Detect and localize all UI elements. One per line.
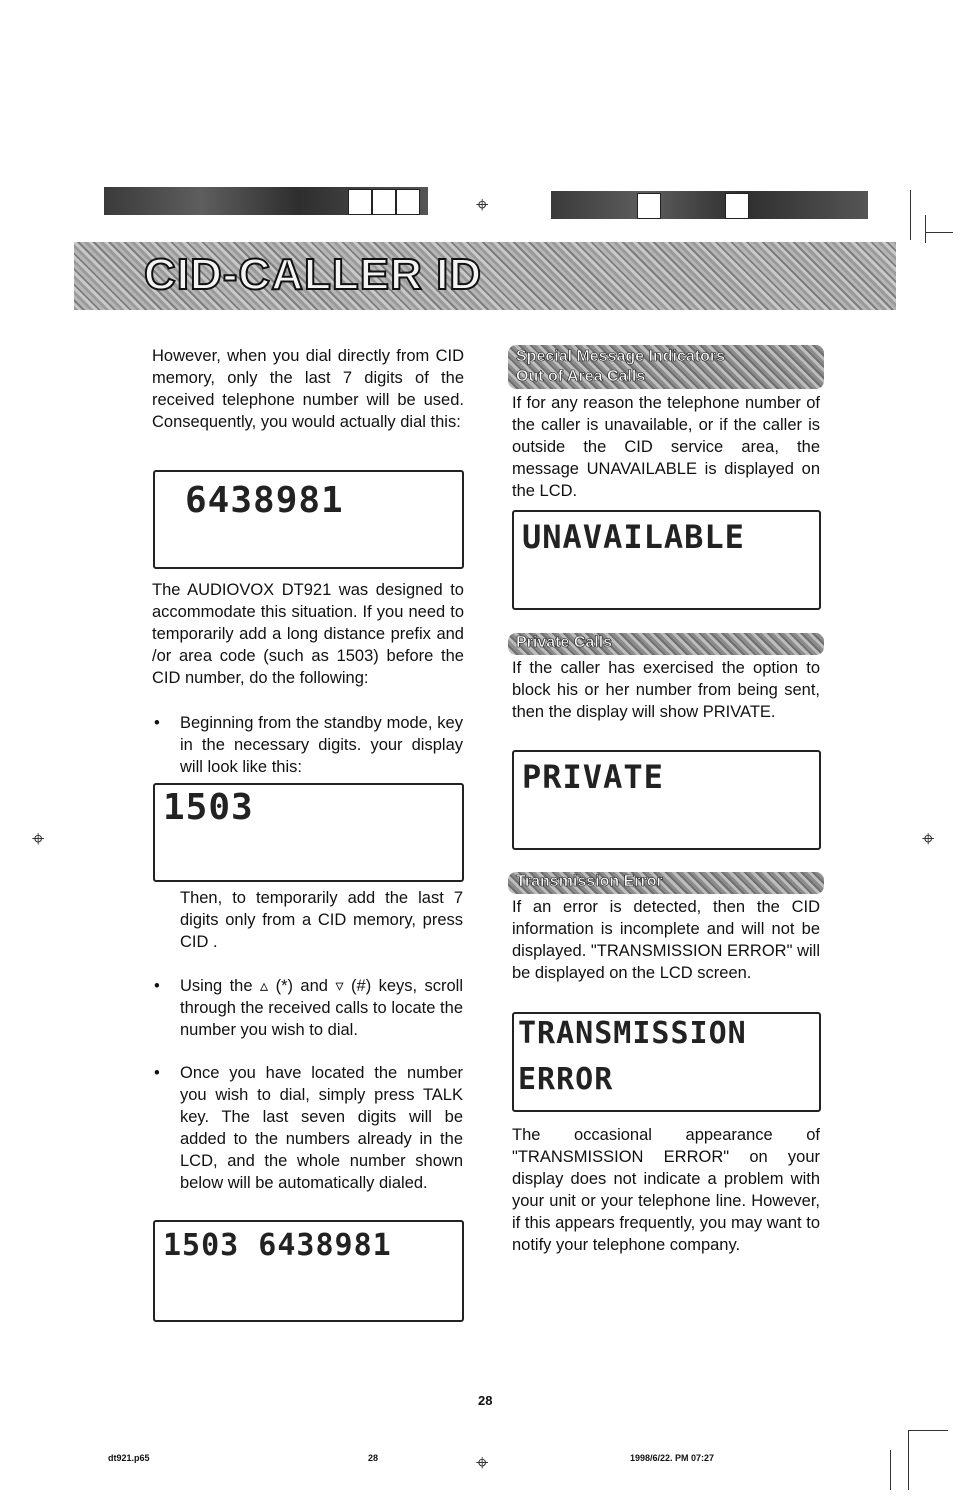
lcd-text-line2: ERROR [518, 1062, 614, 1097]
crosshair-icon: ⌖ [32, 826, 45, 851]
lcd-text: 1503 [163, 787, 254, 828]
bar-box [637, 193, 661, 219]
crosshair-icon: ⌖ [476, 1450, 489, 1475]
bullet-3-text: Once you have located the number you wish to dial, simply press TALK key. The last seven digits will be added to the numbers already in the LCD, and the whole number shown below will be automatically dialed. [180, 1064, 463, 1192]
closing-paragraph: The occasional appearance of "TRANSMISSION ERROR" on your display does not indicate a problem with your unit or your telephone line. However, if this appears frequently, you may want to notify your telephone company. [512, 1126, 820, 1254]
lcd-text: 1503 6438981 [163, 1228, 392, 1263]
bullet-1-text: Beginning from the standby mode, key in the necessary digits. your display will look like this: [180, 714, 463, 776]
bullet-2 [154, 975, 463, 1041]
lcd-text-line1: TRANSMISSION [518, 1016, 747, 1051]
bullet-1-continued: Then, to temporarily add the last 7 digits only from a CID memory, press CID . [180, 889, 463, 951]
section-2-text: If the caller has exercised the option to block his or her number from being sent, then the display will show PRIVATE. [512, 659, 820, 721]
lcd-display-6 [512, 1012, 821, 1112]
page-title: CID-CALLER ID [144, 250, 483, 299]
intro-paragraph: However, when you dial directly from CID memory, only the last 7 digits of the received telephone number will be used. Consequently, you would actually dial this: [152, 347, 464, 431]
crosshair-icon: ⌖ [476, 192, 489, 217]
lcd-text: 6438981 [185, 480, 344, 521]
bar-box [372, 189, 396, 215]
lcd-text: PRIVATE [522, 758, 664, 796]
bar-box [348, 189, 372, 215]
lcd-text: UNAVAILABLE [522, 518, 745, 556]
top-right-bar [551, 191, 868, 219]
bullet-marker: • [154, 977, 160, 995]
top-left-bar [104, 187, 428, 215]
lcd-display-1 [153, 470, 464, 569]
bar-box [396, 189, 420, 215]
bar-box [725, 193, 749, 219]
crop-mark [908, 1430, 909, 1490]
lcd-display-5 [512, 750, 821, 850]
section-1-text: If for any reason the telephone number of the caller is unavailable, or if the caller is outside the CID service area, the message UNAVAILABLE is displayed on the LCD. [512, 394, 820, 500]
lcd-display-2 [153, 783, 464, 882]
paragraph-2: The AUDIOVOX DT921 was designed to accommodate this situation. If you need to temporarily add a long distance prefix and /or area code (such as 1503) before the CID number, do the following: [152, 581, 464, 687]
bullet-3 [154, 1062, 463, 1194]
crop-mark [925, 232, 953, 233]
section-heading-private-calls: Private Calls [508, 633, 824, 655]
crop-mark [890, 1450, 891, 1490]
section-heading-transmission-error: Transmission Error [508, 872, 824, 894]
page-number: 28 [478, 1393, 493, 1408]
crop-mark [908, 1430, 948, 1431]
lcd-display-3 [153, 1220, 464, 1322]
section-3-text: If an error is detected, then the CID information is incomplete and will not be displayed. "TRANSMISSION ERROR" will be displayed on the LCD screen. [512, 898, 820, 982]
section-heading-line2: Out of Area Calls [516, 368, 646, 385]
bullet-1 [154, 712, 463, 778]
bullet-2-text: Using the ▵ (*) and ▿ (#) keys, scroll through the received calls to locate the number you wish to dial. [180, 977, 463, 1039]
lcd-display-4 [512, 510, 821, 610]
section-heading-line1: Special Message Indicators [516, 348, 725, 365]
crosshair-icon: ⌖ [922, 826, 935, 851]
crop-mark [910, 190, 911, 240]
section-heading-special-messages [508, 345, 824, 389]
bullet-marker: • [154, 714, 160, 732]
bullet-marker: • [154, 1064, 160, 1082]
footer-file-name: dt921.p65 [108, 1453, 150, 1463]
title-banner [74, 242, 896, 310]
footer-center-number: 28 [368, 1453, 379, 1463]
footer-timestamp: 1998/6/22. PM 07:27 [630, 1453, 715, 1463]
crop-mark [925, 215, 926, 243]
